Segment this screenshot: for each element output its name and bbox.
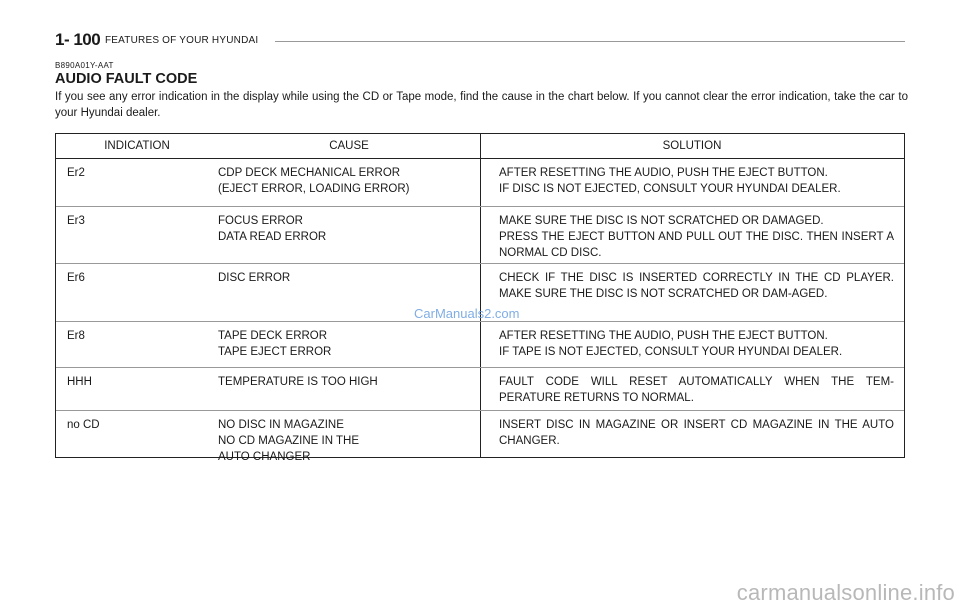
cause-cell: TEMPERATURE IS TOO HIGH: [218, 376, 378, 388]
page-title: AUDIO FAULT CODE: [55, 71, 198, 87]
fault-code-table: [55, 133, 905, 463]
table-row: [56, 321, 904, 368]
reference-code: B890A01Y-AAT: [55, 61, 114, 70]
indication-cell: Er8: [67, 330, 85, 342]
header-rule: [275, 41, 905, 42]
table-row: [56, 367, 904, 411]
table-row: [56, 410, 904, 463]
cause-cell: CDP DECK MECHANICAL ERROR (EJECT ERROR, LOADING ERROR): [218, 167, 410, 195]
intro-paragraph: If you see any error indication in the display while using the CD or Tape mode, find the cause in the chart below. If you cannot clear the error indication, take the car to your Hyundai dealer.: [55, 91, 908, 119]
footer-watermark: carmanualsonline.info: [736, 580, 955, 605]
indication-cell: no CD: [67, 419, 100, 431]
cause-cell: DISC ERROR: [218, 272, 291, 284]
solution-cell: AFTER RESETTING THE AUDIO, PUSH THE EJECT BUTTON. IF TAPE IS NOT EJECTED, CONSULT YOUR HYUNDAI DEALER.: [499, 330, 843, 358]
table-row: [56, 158, 904, 207]
page-number: 1- 100: [55, 30, 101, 49]
indication-cell: HHH: [67, 376, 92, 388]
solution-cell: AFTER RESETTING THE AUDIO, PUSH THE EJECT BUTTON. IF DISC IS NOT EJECTED, CONSULT YOUR HYUNDAI DEALER.: [499, 167, 841, 195]
solution-cell: MAKE SURE THE DISC IS NOT SCRATCHED OR DAMAGED. PRESS THE EJECT BUTTON AND PULL OUT THE DISC. THEN INSERT A NORMAL CD DISC.: [499, 215, 894, 259]
table-row: [56, 206, 904, 264]
watermark-link[interactable]: CarManuals2.com: [414, 306, 520, 321]
cause-cell: TAPE DECK ERROR TAPE EJECT ERROR: [218, 330, 332, 358]
solution-cell: INSERT DISC IN MAGAZINE OR INSERT CD MAGAZINE IN THE AUTO CHANGER.: [499, 419, 894, 447]
page-header: [55, 30, 905, 52]
cause-cell: NO DISC IN MAGAZINE NO CD MAGAZINE IN THE AUTO CHANGER: [218, 419, 359, 463]
header-indication: INDICATION: [104, 140, 170, 152]
header-cause: CAUSE: [329, 140, 369, 152]
indication-cell: Er2: [67, 167, 85, 179]
indication-cell: Er3: [67, 215, 85, 227]
cause-cell: FOCUS ERROR DATA READ ERROR: [218, 215, 327, 243]
solution-cell: FAULT CODE WILL RESET AUTOMATICALLY WHEN THE TEM-PERATURE RETURNS TO NORMAL.: [499, 376, 894, 404]
header-solution: SOLUTION: [662, 140, 722, 152]
section-name: FEATURES OF YOUR HYUNDAI: [105, 35, 259, 46]
indication-cell: Er6: [67, 272, 85, 284]
solution-cell: CHECK IF THE DISC IS INSERTED CORRECTLY IN THE CD PLAYER. MAKE SURE THE DISC IS NOT SCRATCHED OR DAM-AGED.: [499, 272, 894, 300]
